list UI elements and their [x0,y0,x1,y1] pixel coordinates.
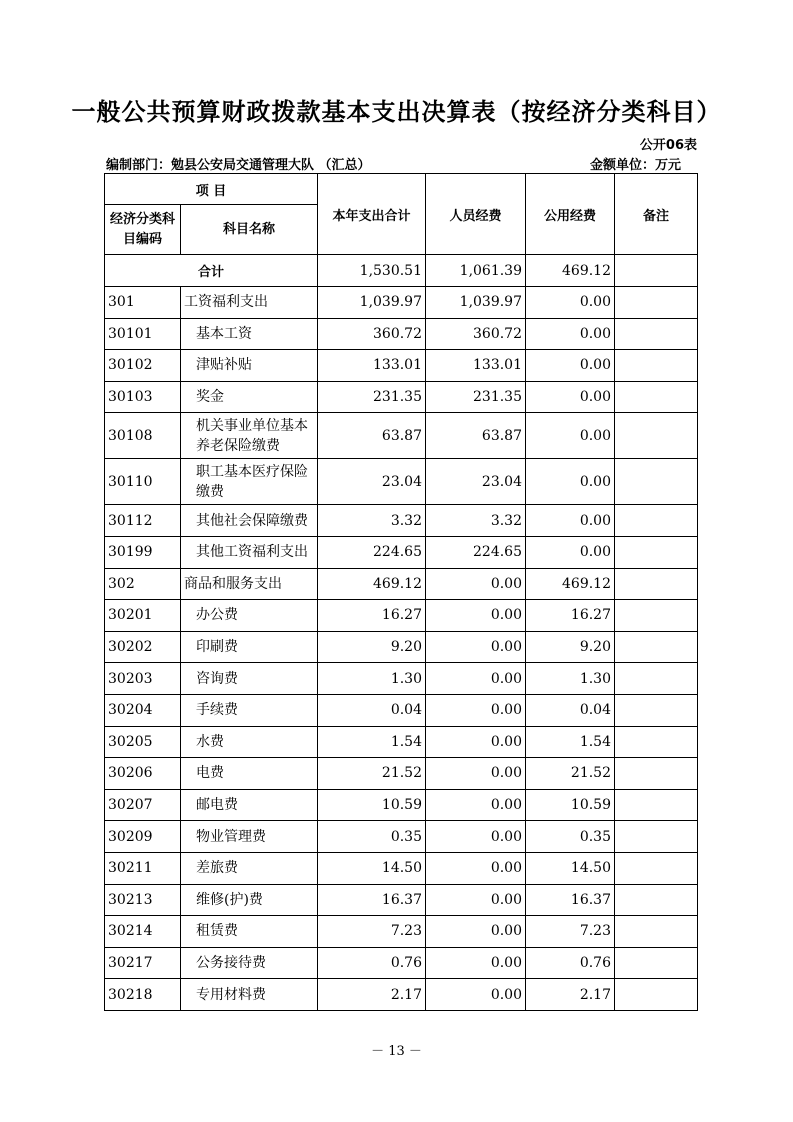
row-total: 0.76 [318,947,426,979]
row-remark [615,381,698,413]
department-label: 编制部门：勉县公安局交通管理大队 （汇总） [106,158,371,173]
row-personnel: 360.72 [426,318,526,350]
row-personnel: 0.00 [426,852,526,884]
table-row [105,758,698,790]
table-row [105,600,698,632]
table-row [105,789,698,821]
row-code: 30199 [105,536,181,568]
row-total: 3.32 [318,505,426,537]
table-row [105,381,698,413]
row-remark [615,694,698,726]
row-public: 0.00 [526,413,615,459]
row-name: 邮电费 [181,789,318,821]
row-personnel: 0.00 [426,789,526,821]
row-total: 1,039.97 [318,287,426,319]
row-public: 1.54 [526,726,615,758]
row-personnel: 0.00 [426,631,526,663]
row-code: 30207 [105,789,181,821]
row-name: 商品和服务支出 [181,568,318,600]
row-public: 0.00 [526,381,615,413]
row-personnel: 0.00 [426,568,526,600]
row-name: 咨询费 [181,663,318,695]
table-row [105,884,698,916]
row-public: 14.50 [526,852,615,884]
table-row [105,318,698,350]
table-row [105,979,698,1011]
table-row [105,947,698,979]
row-remark [615,459,698,505]
row-code: 30211 [105,852,181,884]
table-row [105,821,698,853]
row-public: 0.00 [526,350,615,382]
row-total: 224.65 [318,536,426,568]
row-public: 0.35 [526,821,615,853]
page-title: 一般公共预算财政拨款基本支出决算表（按经济分类科目） [71,98,722,126]
row-public: 16.37 [526,884,615,916]
row-personnel: 0.00 [426,821,526,853]
row-remark [615,568,698,600]
row-total: 14.50 [318,852,426,884]
row-remark [615,350,698,382]
row-personnel: 0.00 [426,726,526,758]
row-name: 水费 [181,726,318,758]
row-name: 维修(护)费 [181,884,318,916]
row-personnel: 63.87 [426,413,526,459]
row-remark [615,631,698,663]
row-name: 公务接待费 [181,947,318,979]
row-personnel: 0.00 [426,758,526,790]
row-total: 231.35 [318,381,426,413]
row-remark [615,287,698,319]
row-code: 30103 [105,381,181,413]
row-code: 301 [105,287,181,319]
row-public: 0.00 [526,287,615,319]
row-code: 30202 [105,631,181,663]
row-name: 印刷费 [181,631,318,663]
row-name: 基本工资 [181,318,318,350]
table-row [105,852,698,884]
header-public: 公用经费 [526,174,615,255]
row-remark [615,916,698,948]
row-total: 63.87 [318,413,426,459]
row-code: 30201 [105,600,181,632]
row-public: 1.30 [526,663,615,695]
row-personnel: 23.04 [426,459,526,505]
row-total: 16.27 [318,600,426,632]
row-code: 30213 [105,884,181,916]
row-personnel: 133.01 [426,350,526,382]
row-name: 租赁费 [181,916,318,948]
row-code: 30110 [105,459,181,505]
row-remark [615,536,698,568]
row-remark [615,318,698,350]
table-row [105,413,698,459]
row-public: 0.00 [526,505,615,537]
row-code: 30108 [105,413,181,459]
row-name: 手续费 [181,694,318,726]
header-row-1 [105,174,698,205]
row-remark [615,505,698,537]
row-total: 360.72 [318,318,426,350]
row-remark [615,947,698,979]
table-row [105,287,698,319]
row-public: 9.20 [526,631,615,663]
row-personnel: 0.00 [426,916,526,948]
table-row [105,505,698,537]
row-remark [615,726,698,758]
row-remark [615,852,698,884]
row-total: 2.17 [318,979,426,1011]
form-number: 公开06表 [639,138,697,153]
summary-label: 合计 [105,255,318,287]
header-code: 经济分类科目编码 [105,205,181,255]
table-row [105,694,698,726]
row-code: 302 [105,568,181,600]
row-name: 差旅费 [181,852,318,884]
table-row [105,536,698,568]
row-personnel: 224.65 [426,536,526,568]
table-row [105,663,698,695]
row-total: 21.52 [318,758,426,790]
table-row [105,568,698,600]
row-total: 10.59 [318,789,426,821]
row-name: 电费 [181,758,318,790]
table-row [105,631,698,663]
row-total: 9.20 [318,631,426,663]
row-name: 其他社会保障缴费 [181,505,318,537]
row-total: 16.37 [318,884,426,916]
table-row [105,726,698,758]
row-total: 0.35 [318,821,426,853]
row-remark [615,884,698,916]
row-personnel: 1,039.97 [426,287,526,319]
table-row [105,350,698,382]
row-public: 0.00 [526,318,615,350]
row-code: 30209 [105,821,181,853]
summary-personnel: 1,061.39 [426,255,526,287]
row-name: 津贴补贴 [181,350,318,382]
row-remark [615,758,698,790]
header-name: 科目名称 [181,205,318,255]
row-remark [615,821,698,853]
row-public: 0.00 [526,459,615,505]
row-total: 469.12 [318,568,426,600]
row-code: 30214 [105,916,181,948]
row-name: 专用材料费 [181,979,318,1011]
table-row [105,916,698,948]
row-personnel: 0.00 [426,884,526,916]
row-public: 0.76 [526,947,615,979]
row-personnel: 231.35 [426,381,526,413]
row-personnel: 0.00 [426,694,526,726]
row-code: 30217 [105,947,181,979]
row-code: 30101 [105,318,181,350]
row-public: 10.59 [526,789,615,821]
summary-total: 1,530.51 [318,255,426,287]
header-personnel: 人员经费 [426,174,526,255]
row-personnel: 0.00 [426,947,526,979]
row-total: 1.30 [318,663,426,695]
row-code: 30203 [105,663,181,695]
summary-public: 469.12 [526,255,615,287]
row-public: 2.17 [526,979,615,1011]
row-name: 工资福利支出 [181,287,318,319]
row-total: 133.01 [318,350,426,382]
row-name: 办公费 [181,600,318,632]
row-remark [615,600,698,632]
row-personnel: 0.00 [426,663,526,695]
row-total: 1.54 [318,726,426,758]
row-personnel: 0.00 [426,600,526,632]
row-total: 0.04 [318,694,426,726]
row-public: 0.04 [526,694,615,726]
expenditure-table [104,173,698,1011]
row-public: 0.00 [526,536,615,568]
header-total: 本年支出合计 [318,174,426,255]
row-name: 机关事业单位基本养老保险缴费 [181,413,318,459]
row-code: 30204 [105,694,181,726]
summary-row [105,255,698,287]
unit-label: 金额单位：万元 [589,158,681,173]
row-code: 30205 [105,726,181,758]
row-remark [615,413,698,459]
summary-remark [615,255,698,287]
row-code: 30112 [105,505,181,537]
row-name: 奖金 [181,381,318,413]
row-remark [615,789,698,821]
row-public: 16.27 [526,600,615,632]
header-item: 项 目 [105,174,318,205]
row-remark [615,979,698,1011]
row-code: 30206 [105,758,181,790]
row-personnel: 3.32 [426,505,526,537]
row-code: 30218 [105,979,181,1011]
row-public: 21.52 [526,758,615,790]
row-total: 7.23 [318,916,426,948]
row-total: 23.04 [318,459,426,505]
header-remark: 备注 [615,174,698,255]
row-public: 469.12 [526,568,615,600]
row-remark [615,663,698,695]
table-row [105,459,698,505]
row-name: 其他工资福利支出 [181,536,318,568]
row-personnel: 0.00 [426,979,526,1011]
page-number: － 13 － [371,1044,422,1059]
row-public: 7.23 [526,916,615,948]
row-code: 30102 [105,350,181,382]
row-name: 物业管理费 [181,821,318,853]
row-name: 职工基本医疗保险缴费 [181,459,318,505]
